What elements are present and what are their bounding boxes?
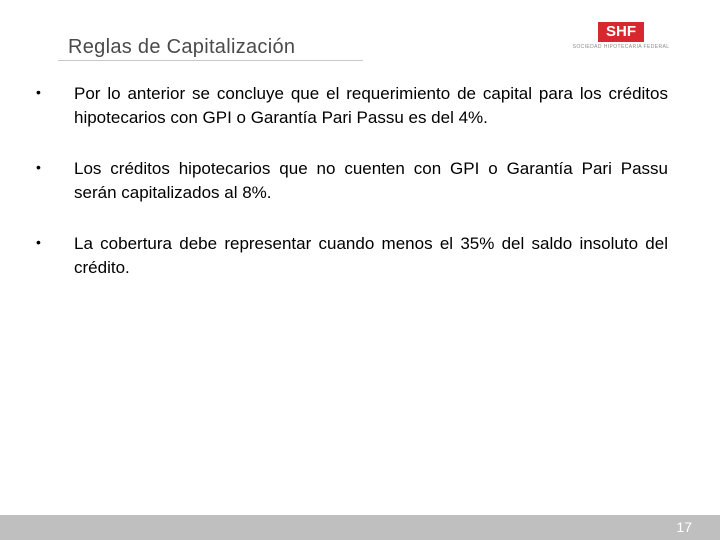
- shf-logo: [572, 22, 670, 52]
- logo-mark: SHF: [598, 22, 644, 42]
- bullet-text: Por lo anterior se concluye que el requerimiento de capital para los créditos hipotecarios con GPI o Garantía Pari Passu es del 4%.: [74, 84, 668, 127]
- bullet-list: [36, 82, 668, 307]
- list-item: [36, 157, 668, 205]
- bullet-icon: •: [36, 84, 41, 100]
- footer-bar: [0, 515, 720, 540]
- bullet-text: Los créditos hipotecarios que no cuenten con GPI o Garantía Pari Passu serán capitalizados al 8%.: [74, 159, 668, 202]
- logo-caption: SOCIEDAD HIPOTECARIA FEDERAL: [572, 44, 670, 50]
- page-title: Reglas de Capitalización: [68, 36, 296, 58]
- title-divider: [58, 60, 363, 61]
- list-item: [36, 82, 668, 130]
- list-item: [36, 232, 668, 280]
- page-number: 17: [676, 519, 692, 535]
- bullet-icon: •: [36, 234, 41, 250]
- bullet-icon: •: [36, 159, 41, 175]
- bullet-text: La cobertura debe representar cuando menos el 35% del saldo insoluto del crédito.: [74, 234, 668, 277]
